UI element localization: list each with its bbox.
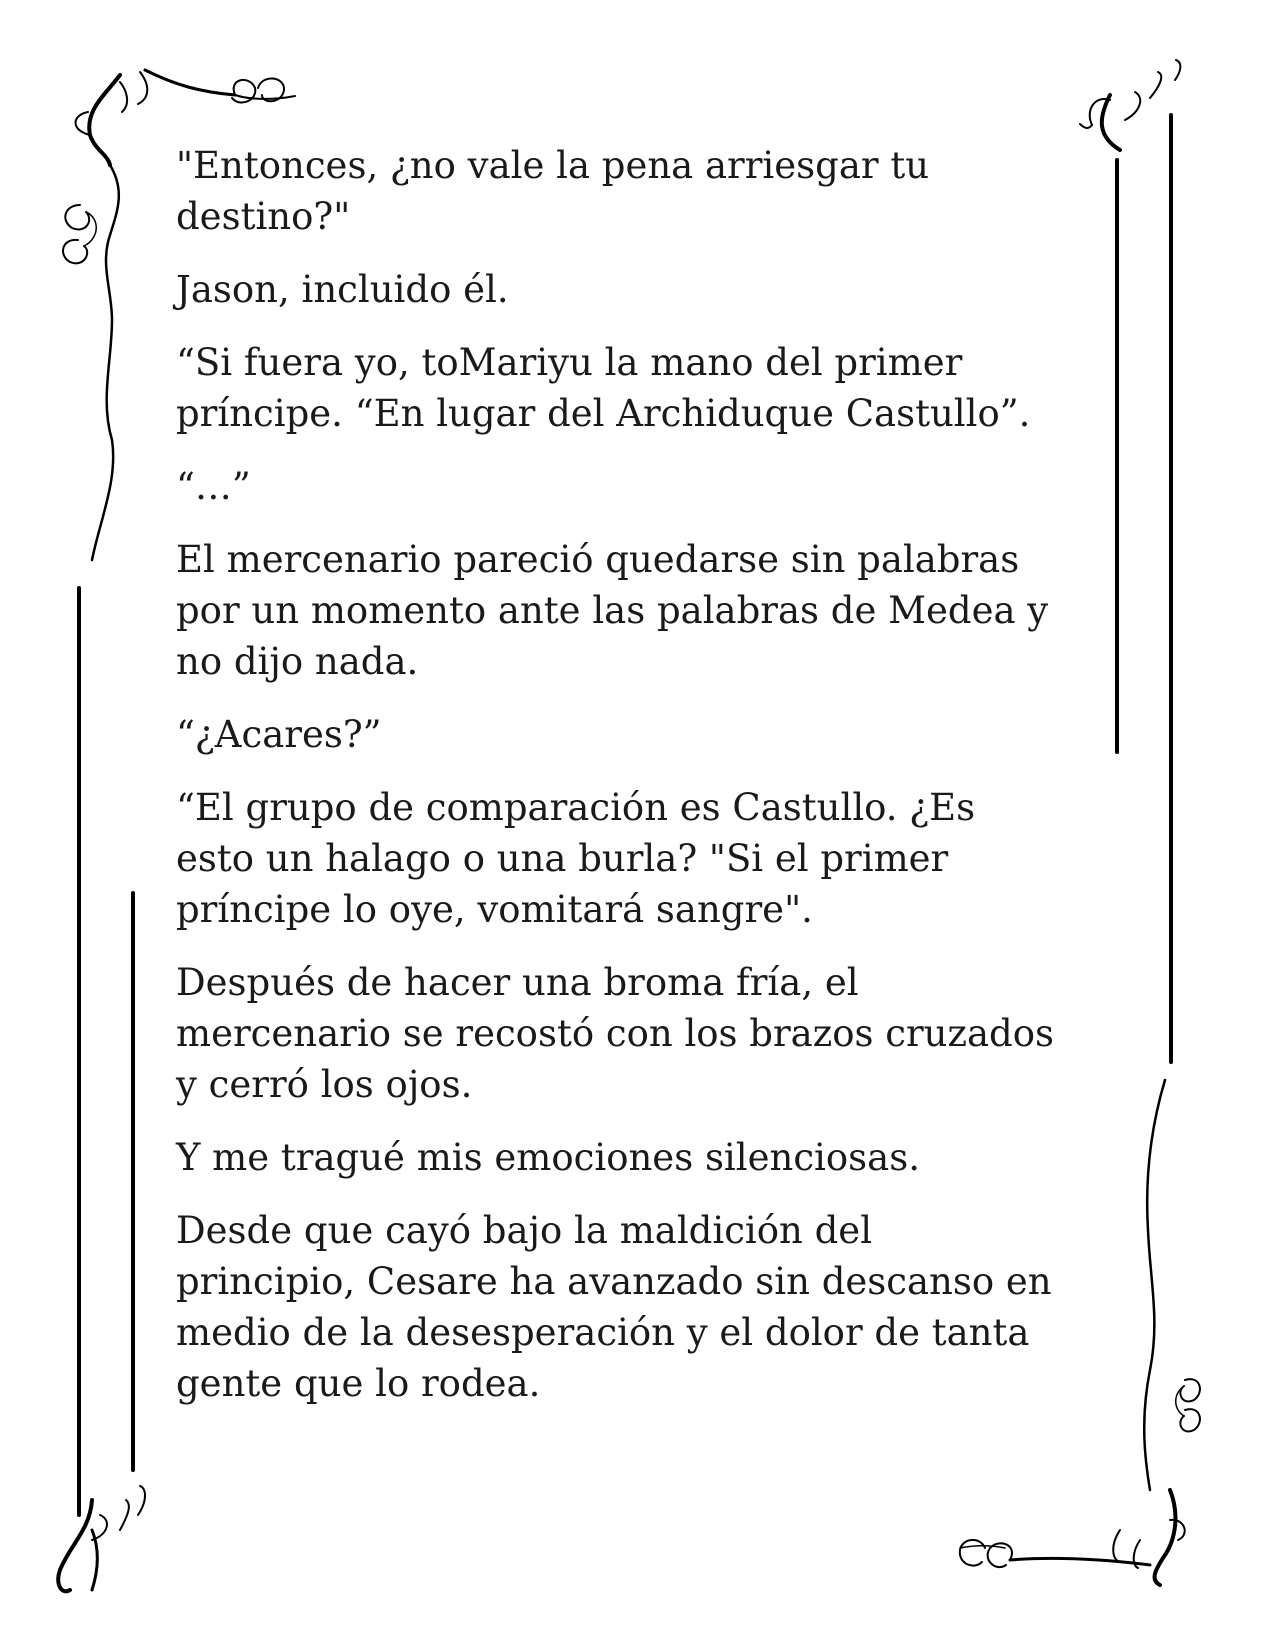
paragraph: Desde que cayó bajo la maldición del principio, Cesare ha avanzado sin descanso en medio de la desesperación y el dolor de tanta gente que lo rodea. xyxy=(176,1209,1052,1405)
paragraph: Después de hacer una broma fría, el mercenario se recostó con los brazos cruzados y cerró los ojos. xyxy=(176,961,1054,1106)
paragraph: El mercenario pareció quedarse sin palabras por un momento ante las palabras de Medea y no dijo nada. xyxy=(176,538,1049,683)
paragraph: “Si fuera yo, toMariyu la mano del primer príncipe. “En lugar del Archiduque Castullo”. xyxy=(176,341,1031,435)
paragraph: “El grupo de comparación es Castullo. ¿Es esto un halago o una burla? "Si el primer príncipe lo oye, vomitará sangre". xyxy=(176,786,976,931)
paragraph: “¿Acares?” xyxy=(176,713,382,756)
paragraph: Y me tragué mis emociones silenciosas. xyxy=(176,1136,920,1179)
bottom-left-flourish xyxy=(58,1486,145,1591)
paragraph: “…” xyxy=(176,465,251,508)
story-text xyxy=(176,140,1096,1409)
top-right-flourish xyxy=(1080,60,1180,150)
paragraph: "Entonces, ¿no vale la pena arriesgar tu destino?" xyxy=(176,144,930,238)
paragraph: Jason, incluido él. xyxy=(176,268,509,311)
